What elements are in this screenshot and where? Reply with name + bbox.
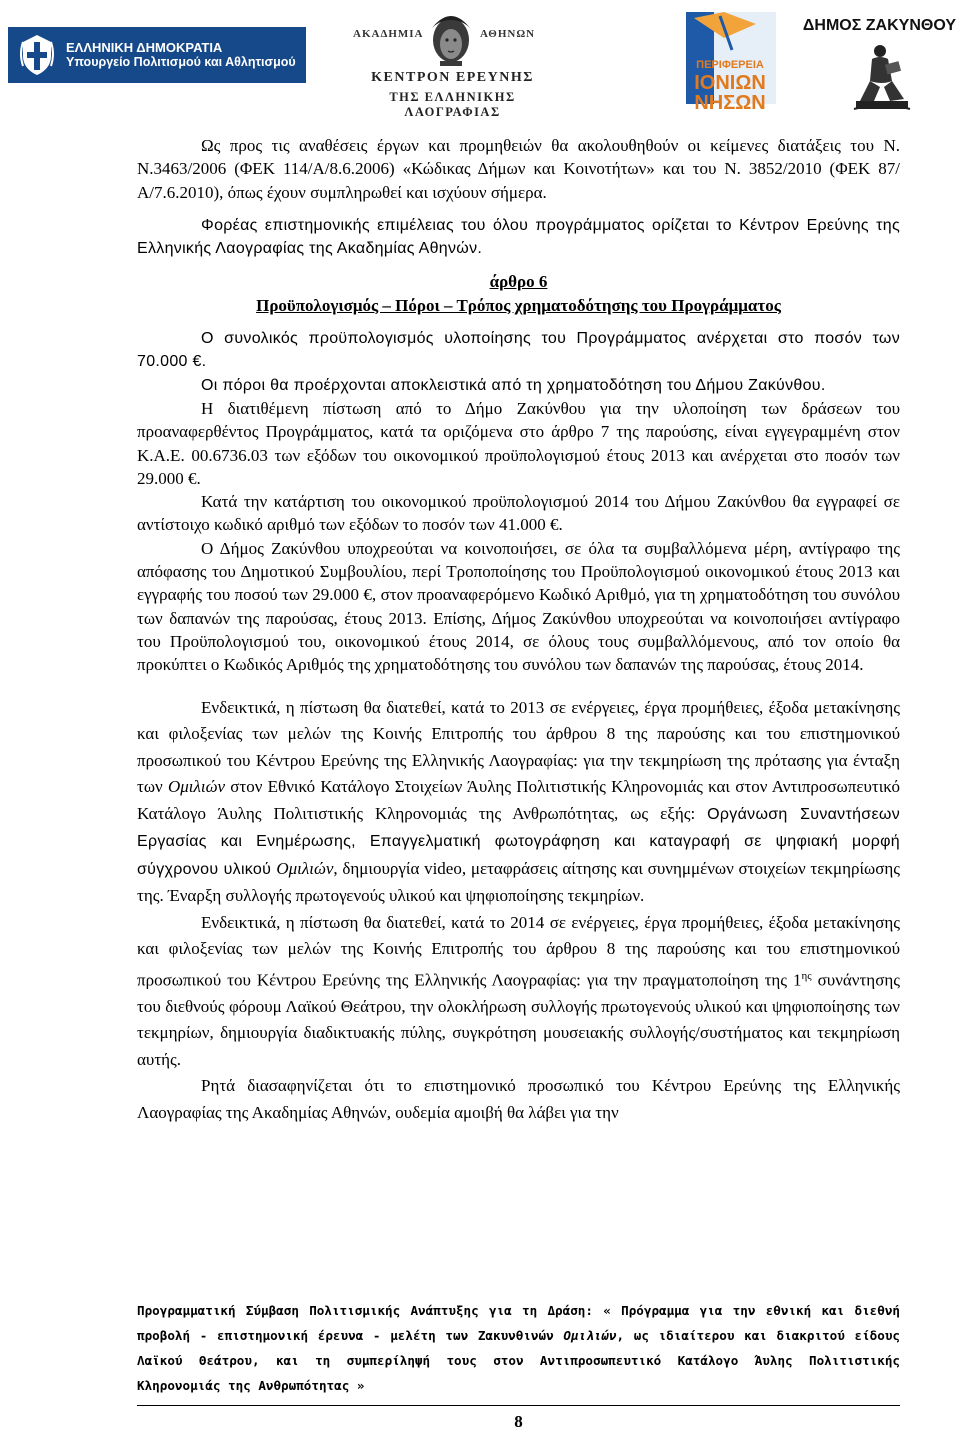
academy-logo [345, 6, 560, 119]
research-center-line2: ΤΗΣ ΕΛΛΗΝΙΚΗΣ ΛΑΟΓΡΑΦΙΑΣ [389, 90, 516, 119]
paragraph-notification: Ο Δήμος Ζακύνθου υποχρεούται να κοινοποιήσει, σε όλα τα συμβαλλόμενα μέρη, αντίγραφο της απόφασης του Δημοτικού Συμβουλίου, περί Τροποποίησης του Προϋπολογισμού οικονομικού έτους 2013 και εγγραφής του ποσού των 29.000 €, στον προαναφερόμενο Κωδικό Αριθμό, για τη χρηματοδότηση του συνόλου των δαπανών της παρούσας, έτους 2013. Επίσης, Δήμος Ζακύνθου υποχρεούται να κοινοποιήσει αντίγραφο του Προϋπολογισμού του, οικονομικού έτους 2014, σε όλους τους συμβαλλόμενους, από τον οποίο θα προκύπτει ο Κωδικός Αριθμός της χρηματοδότησης του συνόλου των δαπανών της παρούσας, έτους 2014. [137, 538, 900, 675]
research-center-line1: ΚΕΝΤΡΟΝ ΕΡΕΥΝΗΣ [371, 70, 534, 85]
footer-divider [137, 1405, 900, 1406]
municipality-logo [802, 13, 958, 113]
region-logo [664, 8, 786, 114]
academy-right-label: ΑΘΗΝΩΝ [480, 28, 536, 40]
paragraph-budget-total: Ο συνολικός προϋπολογισμός υλοποίησης του Προγράμματος ανέρχεται στο ποσόν των 70.000 €. [137, 330, 900, 371]
region-line1: ΠΕΡΙΦΕΡΕΙΑ [696, 59, 764, 71]
page-number: 8 [514, 1412, 523, 1431]
paragraph-contracts: Ως προς τις αναθέσεις έργων και προμηθειών θα ακολουθηθούν οι κείμενες διατάξεις του Ν. Ν.3463/2006 (ΦΕΚ 114/Α/8.6.2006) «Κώδικας Δήμων και Κοινοτήτων» και του Ν. 3852/2010 (ΦΕΚ 87/Α/7.6.2010), όπως έχουν συμπληρωθεί και ισχύουν σήμερα. [137, 136, 900, 202]
page-header [0, 0, 960, 119]
paragraph-credit-2013: Η διατιθέμενη πίστωση από το Δήμο Ζακύνθου για την υλοποίηση των δράσεων του προαναφερθέντος Προγράμματος, κατά τα οριζόμενα στο άρθρο 7 της παρούσης, είναι εγγεγραμμένη στον Κ.Α.Ε. 00.6736.03 των εξόδων του οικονομικού προϋπολογισμού έτους 2013 και ανέρχεται στο ποσόν των 29.000 €. [137, 398, 900, 488]
paragraph-credit-2014: Κατά την κατάρτιση του οικονομικού προϋπολογισμού 2014 του Δήμου Ζακύνθου θα εγγραφεί σε αντίστοιχο κωδικό αριθμό των εξόδων το ποσόν των 41.000 €. [137, 492, 900, 535]
article-title: Προϋπολογισμός – Πόροι – Τρόπος χρηματοδότησης του Προγράμματος [256, 295, 781, 315]
ministry-line2: Υπουργείο Πολιτισμού και Αθλητισμού [66, 55, 296, 70]
ministry-logo [8, 27, 306, 83]
document-body [137, 134, 900, 1126]
paragraph-allocation-2014: Ενδεικτικά, η πίστωση θα διατεθεί, κατά το 2014 σε ενέργειες, έργα προμήθειες, έξοδα μετακίνησης και φιλοξενίας των μελών της Κοινής Επιτροπής του άρθρου 8 της παρούσης και του επιστημονικού προσωπικού του Κέντρου Ερεύνης της Ελληνικής Λαογραφίας: για την πραγματοποίηση της $1^{\eta\varsigma}$ συνάντησης του διεθνούς φόρουμ Λαϊκού Θεάτρου, την ολοκλήρωση συλλογής πρωτογενούς υλικού και ψηφιοποίησης των τεκμηρίων, δημιουργία διαδικτυακής πύλης, συγκρότηση μουσειακής συλλογής/συστήματος και τεκμηρίωση αυτής. [137, 912, 900, 1069]
region-line2: ΙΟΝΙΩΝ [694, 72, 766, 94]
paragraph-scientific-body: Φορέας επιστημονικής επιμέλειας του όλου προγράμματος ορίζεται το Κέντρον Ερεύνης της Ελληνικής Λαογραφίας της Ακαδημίας Αθηνών. [137, 216, 900, 258]
paragraph-staff-remuneration: Ρητά διασαφηνίζεται ότι το επιστημονικό προσωπικό του Κέντρου Ερεύνης της Ελληνικής Λαογραφίας της Ακαδημίας Αθηνών, ουδεμία αμοιβή θα λάβει για την [137, 1076, 900, 1122]
paragraph-funding-source: Οι πόροι θα προέρχονται αποκλειστικά από τη χρηματοδότηση του Δήμου Ζακύνθου. [201, 376, 826, 394]
athena-head-icon [422, 6, 480, 73]
statue-icon [852, 41, 914, 118]
ministry-line1: ΕΛΛΗΝΙΚΗ ΔΗΜΟΚΡΑΤΙΑ [66, 39, 223, 55]
greek-emblem-icon [8, 27, 66, 83]
article-number: άρθρο 6 [489, 272, 548, 292]
region-line3: ΝΗΣΩΝ [694, 92, 766, 114]
paragraph-allocation-2013: Ενδεικτικά, η πίστωση θα διατεθεί, κατά το 2013 σε ενέργειες, έργα προμήθειες, έξοδα μετακίνησης και φιλοξενίας των μελών της Κοινής Επιτροπής του άρθρου 8 της παρούσης και του επιστημονικού προσωπικού του Κέντρου Ερεύνης της Ελληνικής Λαογραφίας: για την τεκμηρίωση της πρότασης για ένταξη των Ομιλιών στον Εθνικό Κατάλογο Στοιχείων Άυλης Πολιτιστικής Κληρονομιάς και στον Αντιπροσωπευτικό Κατάλογο Άυλης Πολιτιστικής Κληρονομιάς της Ανθρωπότητας, ως εξής: Οργάνωση Συναντήσεων Εργασίας και Ενημέρωσης, Επαγγελματική φωτογράφηση και καταγραφή σε ψηφιακή μορφή σύγχρονου υλικού Ομιλιών, δημιουργία video, μεταφράσεις αίτησης και συνημμένων στοιχείων τεκμηρίωσης της. Έναρξη συλλογής πρωτογενούς υλικού και ψηφιοποίησης τεκμηρίων. [137, 697, 900, 906]
municipality-title: ΔΗΜΟΣ ΖΑΚΥΝΘΟΥ [802, 17, 956, 34]
page-footer [137, 1298, 900, 1431]
academy-left-label: ΑΚΑΔΗΜΙΑ [353, 28, 424, 40]
footer-program-description: Προγραμματική Σύμβαση Πολιτισμικής Ανάπτυξης για τη Δράση: « Πρόγραμμα για την εθνική και διεθνή προβολή - επιστημονική έρευνα - μελέτη των Ζακυνθινών Ομιλιών, ως ιδιαίτερου και διακριτού είδους Λαϊκού Θεάτρου, και τη συμπερίληψή τους στον Αντιπροσωπευτικό Κατάλογο Άυλης Πολιτιστικής Κληρονομιάς της Ανθρωπότητας » [137, 1303, 900, 1393]
